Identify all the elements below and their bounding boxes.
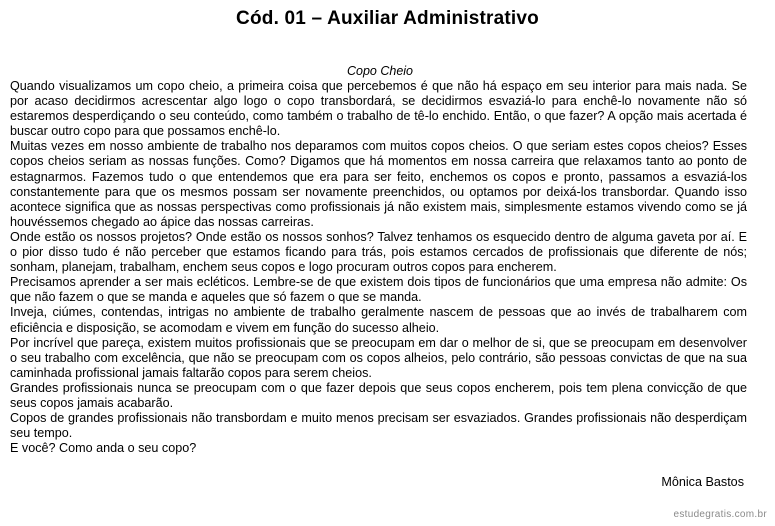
- document-header-title: Cód. 01 – Auxiliar Administrativo: [236, 8, 539, 29]
- paragraph-9: E você? Como anda o seu copo?: [10, 441, 197, 456]
- text-title: Copo Cheio: [346, 64, 413, 78]
- paragraph-6: Por incrível que pareça, existem muitos profissionais que se preocupam em dar o melhor de si, que se preocupam em desenvolver o seu trabalho com excelência, que não se preocupam com os copos alheios, pelo contrário, são pessoas convictas de que na sua caminhada profissional jamais faltarão copos para serem cheios.: [10, 335, 747, 380]
- paragraph-1: Quando visualizamos um copo cheio, a primeira coisa que percebemos é que não há espaço em seu interior para mais nada. Se por acaso decidirmos acrescentar algo logo o copo transbordará, se decidirmos esvaziá-lo para enchê-lo novamente não só estaremos desperdiçando o seu conteúdo, como também o trabalho de tê-lo enchido. Então, o que fazer? A opção mais acertada é buscar outro copo para que possamos enchê-lo.: [10, 79, 747, 139]
- text-body: [10, 79, 747, 456]
- paragraph-8: Copos de grandes profissionais não transbordam e muito menos precisam ser esvaziados. Grandes profissionais não desperdiçam seu tempo.: [10, 411, 747, 441]
- paragraph-4: Precisamos aprender a ser mais ecléticos. Lembre-se de que existem dois tipos de funcionários que uma empresa não admite: Os que não fazem o que se manda e aqueles que só fazem o que se manda.: [10, 275, 747, 305]
- paragraph-7: Grandes profissionais nunca se preocupam com o que fazer depois que seus copos encherem, pois tem plena convicção de que seus copos jamais acabarão.: [10, 380, 747, 410]
- site-watermark: estudegratis.com.br: [673, 509, 767, 520]
- author-signature: Mônica Bastos: [661, 475, 744, 489]
- paragraph-2: Muitas vezes em nosso ambiente de trabalho nos deparamos com muitos copos cheios. O que seriam estes copos cheios? Esses copos cheios seriam as nossas funções. Como? Digamos que há momentos em nossa carreira que relaxamos tanto ao ponto de estagnarmos. Fazemos tudo o que entendemos que era para ser feito, enchemos os copos e pronto, passamos a esvaziá-los constantemente para que os mesmos possam ser novamente preenchidos, ou optamos por deixá-los transbordar. Quando isso acontece significa que as nossas perspectivas como profissionais já não existem mais, simplesmente estamos vivendo como se já houvéssemos chegado ao ápice das nossas carreiras.: [10, 139, 747, 229]
- paragraph-3: Onde estão os nossos projetos? Onde estão os nossos sonhos? Talvez tenhamos os esquecido dentro de alguma gaveta por aí. E o pior disso tudo é não perceber que estamos ficando para trás, pois estamos cercados de profissionais que diferente de nós; sonham, planejam, trabalham, enchem seus copos e logo procuram outros copos para encherem.: [10, 229, 747, 275]
- paragraph-5: Inveja, ciúmes, contendas, intrigas no ambiente de trabalho geralmente nascem de pessoas que ao invés de trabalharem com eficiência e disposição, se acomodam e vivem em função do sucesso alheio.: [10, 305, 747, 335]
